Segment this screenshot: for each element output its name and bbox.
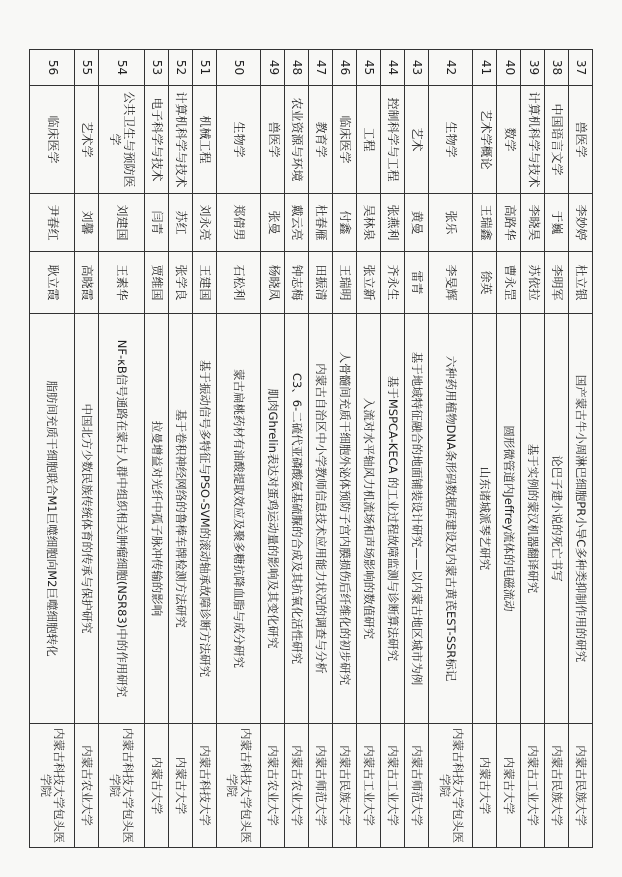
applicant-cell: 李晓昊 <box>521 194 545 252</box>
institution-cell: 内蒙古民族大学 <box>569 724 593 848</box>
discipline-cell: 生物学 <box>216 86 260 194</box>
table-row <box>428 50 472 848</box>
row-number: 40 <box>497 50 521 86</box>
supervisor-cell: 张学良 <box>168 252 192 314</box>
row-number: 48 <box>285 50 309 86</box>
discipline-cell: 计算机科学与技术 <box>521 86 545 194</box>
project-title-cell: 国产蒙古牛小周淋巴细胞PR小导C多种类抑制作用的研究 <box>569 314 593 724</box>
project-title-cell: 脂肪间充质干细胞联合M1巨噬细胞向M2巨噬细胞转化 <box>30 314 75 724</box>
project-title-cell: C3、6-二硫代亚磷酸氨基硫脲的合成及其抗氧化活性研究 <box>285 314 309 724</box>
project-title-cell: 基于实例的蒙汉机器翻译研究 <box>521 314 545 724</box>
table-row <box>545 50 569 848</box>
table-row <box>30 50 75 848</box>
institution-cell: 内蒙古师范大学 <box>309 724 333 848</box>
supervisor-cell: 石松利 <box>216 252 260 314</box>
discipline-cell: 中国语言文学 <box>545 86 569 194</box>
project-title-cell: 基于振动信号多特征与PSO-SVM的滚动轴承故障诊断方法研究 <box>192 314 216 724</box>
applicant-cell: 闫青 <box>144 194 168 252</box>
supervisor-cell: 张立新 <box>356 252 380 314</box>
discipline-cell: 艺术 <box>404 86 428 194</box>
row-number: 38 <box>545 50 569 86</box>
row-number: 52 <box>168 50 192 86</box>
project-title-cell: NF-κB信号通路在蒙古人群中组织相关肿瘤细胞(NSR83)中的作用研究 <box>98 314 144 724</box>
supervisor-cell: 王素华 <box>98 252 144 314</box>
applicant-cell: 戴云亮 <box>285 194 309 252</box>
institution-cell: 内蒙古大学 <box>497 724 521 848</box>
applicant-cell: 尹春红 <box>30 194 75 252</box>
institution-cell: 内蒙古民族大学 <box>333 724 357 848</box>
supervisor-cell: 李旻辉 <box>428 252 472 314</box>
discipline-cell: 临床医学 <box>30 86 75 194</box>
project-table-body <box>30 50 593 848</box>
discipline-cell: 临床医学 <box>333 86 357 194</box>
institution-cell: 内蒙古大学 <box>168 724 192 848</box>
row-number: 55 <box>74 50 98 86</box>
row-number: 37 <box>569 50 593 86</box>
applicant-cell: 刘永亮 <box>192 194 216 252</box>
project-title-cell: 人骨髓间充质干细胞外泌体预防子宫内膜损伤后纤维化的初步研究 <box>333 314 357 724</box>
applicant-cell: 黄曼 <box>404 194 428 252</box>
applicant-cell: 杜春雁 <box>309 194 333 252</box>
institution-cell: 内蒙古工业大学 <box>380 724 404 848</box>
applicant-cell: 郑倩男 <box>216 194 260 252</box>
row-number: 44 <box>380 50 404 86</box>
applicant-cell: 高路华 <box>497 194 521 252</box>
row-number: 42 <box>428 50 472 86</box>
table-row <box>261 50 285 848</box>
institution-cell: 内蒙古科技大学 <box>192 724 216 848</box>
supervisor-cell: 贾维国 <box>144 252 168 314</box>
row-number: 51 <box>192 50 216 86</box>
table-row <box>285 50 309 848</box>
table-row <box>309 50 333 848</box>
row-number: 45 <box>356 50 380 86</box>
discipline-cell: 兽医学 <box>569 86 593 194</box>
project-table <box>29 49 593 848</box>
project-title-cell: 蒙古扁桃药材有油酸提取效应及聚多糖抗降血脂与成分研究 <box>216 314 260 724</box>
project-title-cell: 山东诸城派琴艺研究 <box>473 314 497 724</box>
supervisor-cell: 杨晓凤 <box>261 252 285 314</box>
applicant-cell: 刘建国 <box>98 194 144 252</box>
supervisor-cell: 田振清 <box>309 252 333 314</box>
institution-cell: 内蒙古科技大学包头医学院 <box>216 724 260 848</box>
project-title-cell: 论巴子建小说的死亡书写 <box>545 314 569 724</box>
supervisor-cell: 王瑞明 <box>333 252 357 314</box>
institution-cell: 内蒙古农业大学 <box>285 724 309 848</box>
supervisor-cell: 齐永生 <box>380 252 404 314</box>
table-row <box>216 50 260 848</box>
discipline-cell: 计算机科学与技术 <box>168 86 192 194</box>
discipline-cell: 数学 <box>497 86 521 194</box>
discipline-cell: 控制科学与工程 <box>380 86 404 194</box>
institution-cell: 内蒙古大学 <box>144 724 168 848</box>
project-title-cell: 基于卷积神经网络的鲁棒车牌检测方法研究 <box>168 314 192 724</box>
applicant-cell: 张曼 <box>261 194 285 252</box>
discipline-cell: 机械工程 <box>192 86 216 194</box>
project-title-cell: 入流对水平轴风力机流场和声场影响的数值研究 <box>356 314 380 724</box>
project-title-cell: 肌肉Ghrelin表达对蛋鸡运动量的影响及其变化研究 <box>261 314 285 724</box>
applicant-cell: 于巍 <box>545 194 569 252</box>
discipline-cell: 生物学 <box>428 86 472 194</box>
table-row <box>521 50 545 848</box>
supervisor-cell: 徐英 <box>473 252 497 314</box>
row-number: 43 <box>404 50 428 86</box>
applicant-cell: 刘馨 <box>74 194 98 252</box>
table-row <box>356 50 380 848</box>
row-number: 53 <box>144 50 168 86</box>
discipline-cell: 艺术学概论 <box>473 86 497 194</box>
applicant-cell: 张乐 <box>428 194 472 252</box>
table-row <box>168 50 192 848</box>
discipline-cell: 农业资源与环境 <box>285 86 309 194</box>
institution-cell: 内蒙古农业大学 <box>74 724 98 848</box>
supervisor-cell: 雷青 <box>404 252 428 314</box>
institution-cell: 内蒙古工业大学 <box>521 724 545 848</box>
row-number: 47 <box>309 50 333 86</box>
applicant-cell: 吴林泉 <box>356 194 380 252</box>
supervisor-cell: 耿立霞 <box>30 252 75 314</box>
project-title-cell: 拉曼增益对光纤中孤子脉冲传输的影响 <box>144 314 168 724</box>
rotated-table-container <box>29 49 593 847</box>
applicant-cell: 王瑞鑫 <box>473 194 497 252</box>
row-number: 49 <box>261 50 285 86</box>
institution-cell: 内蒙古师范大学 <box>404 724 428 848</box>
supervisor-cell: 钟志梅 <box>285 252 309 314</box>
table-row <box>473 50 497 848</box>
supervisor-cell: 李明军 <box>545 252 569 314</box>
table-row <box>144 50 168 848</box>
supervisor-cell: 王建国 <box>192 252 216 314</box>
applicant-cell: 苏红 <box>168 194 192 252</box>
institution-cell: 内蒙古农业大学 <box>261 724 285 848</box>
project-title-cell: 圆形微管道内Jeffrey流体的电磁流动 <box>497 314 521 724</box>
institution-cell: 内蒙古科技大学包头医学院 <box>428 724 472 848</box>
applicant-cell: 付鑫 <box>333 194 357 252</box>
table-row <box>333 50 357 848</box>
row-number: 39 <box>521 50 545 86</box>
discipline-cell: 公共卫生与预防医学 <box>98 86 144 194</box>
project-title-cell: 基于地域特征融合的地面铺装设计研究——以内蒙古地区城市为例 <box>404 314 428 724</box>
institution-cell: 内蒙古民族大学 <box>545 724 569 848</box>
table-row <box>192 50 216 848</box>
discipline-cell: 教育学 <box>309 86 333 194</box>
project-title-cell: 六种药用植物DNA条形码数据库建设及内蒙古黄芪EST-SSR标记 <box>428 314 472 724</box>
table-row <box>569 50 593 848</box>
discipline-cell: 电子科学与技术 <box>144 86 168 194</box>
table-row <box>98 50 144 848</box>
institution-cell: 内蒙古科技大学包头医学院 <box>98 724 144 848</box>
supervisor-cell: 杜立银 <box>569 252 593 314</box>
table-row <box>404 50 428 848</box>
discipline-cell: 兽医学 <box>261 86 285 194</box>
supervisor-cell: 高晓霞 <box>74 252 98 314</box>
table-row <box>380 50 404 848</box>
row-number: 54 <box>98 50 144 86</box>
project-title-cell: 基于MSPCA-KECA 的工业过程故障监测与诊断算法研究 <box>380 314 404 724</box>
discipline-cell: 工程 <box>356 86 380 194</box>
supervisor-cell: 苏依拉 <box>521 252 545 314</box>
row-number: 41 <box>473 50 497 86</box>
supervisor-cell: 曹永罡 <box>497 252 521 314</box>
applicant-cell: 李妙婷 <box>569 194 593 252</box>
discipline-cell: 艺术学 <box>74 86 98 194</box>
row-number: 46 <box>333 50 357 86</box>
table-row <box>497 50 521 848</box>
row-number: 50 <box>216 50 260 86</box>
institution-cell: 内蒙古工业大学 <box>356 724 380 848</box>
institution-cell: 内蒙古大学 <box>473 724 497 848</box>
applicant-cell: 张燕利 <box>380 194 404 252</box>
project-title-cell: 中国北方少数民族传统体育的传承与保护研究 <box>74 314 98 724</box>
row-number: 56 <box>30 50 75 86</box>
project-title-cell: 内蒙古自治区中小学教师信息技术应用能力状况的调查与分析 <box>309 314 333 724</box>
institution-cell: 内蒙古科技大学包头医学院 <box>30 724 75 848</box>
table-row <box>74 50 98 848</box>
